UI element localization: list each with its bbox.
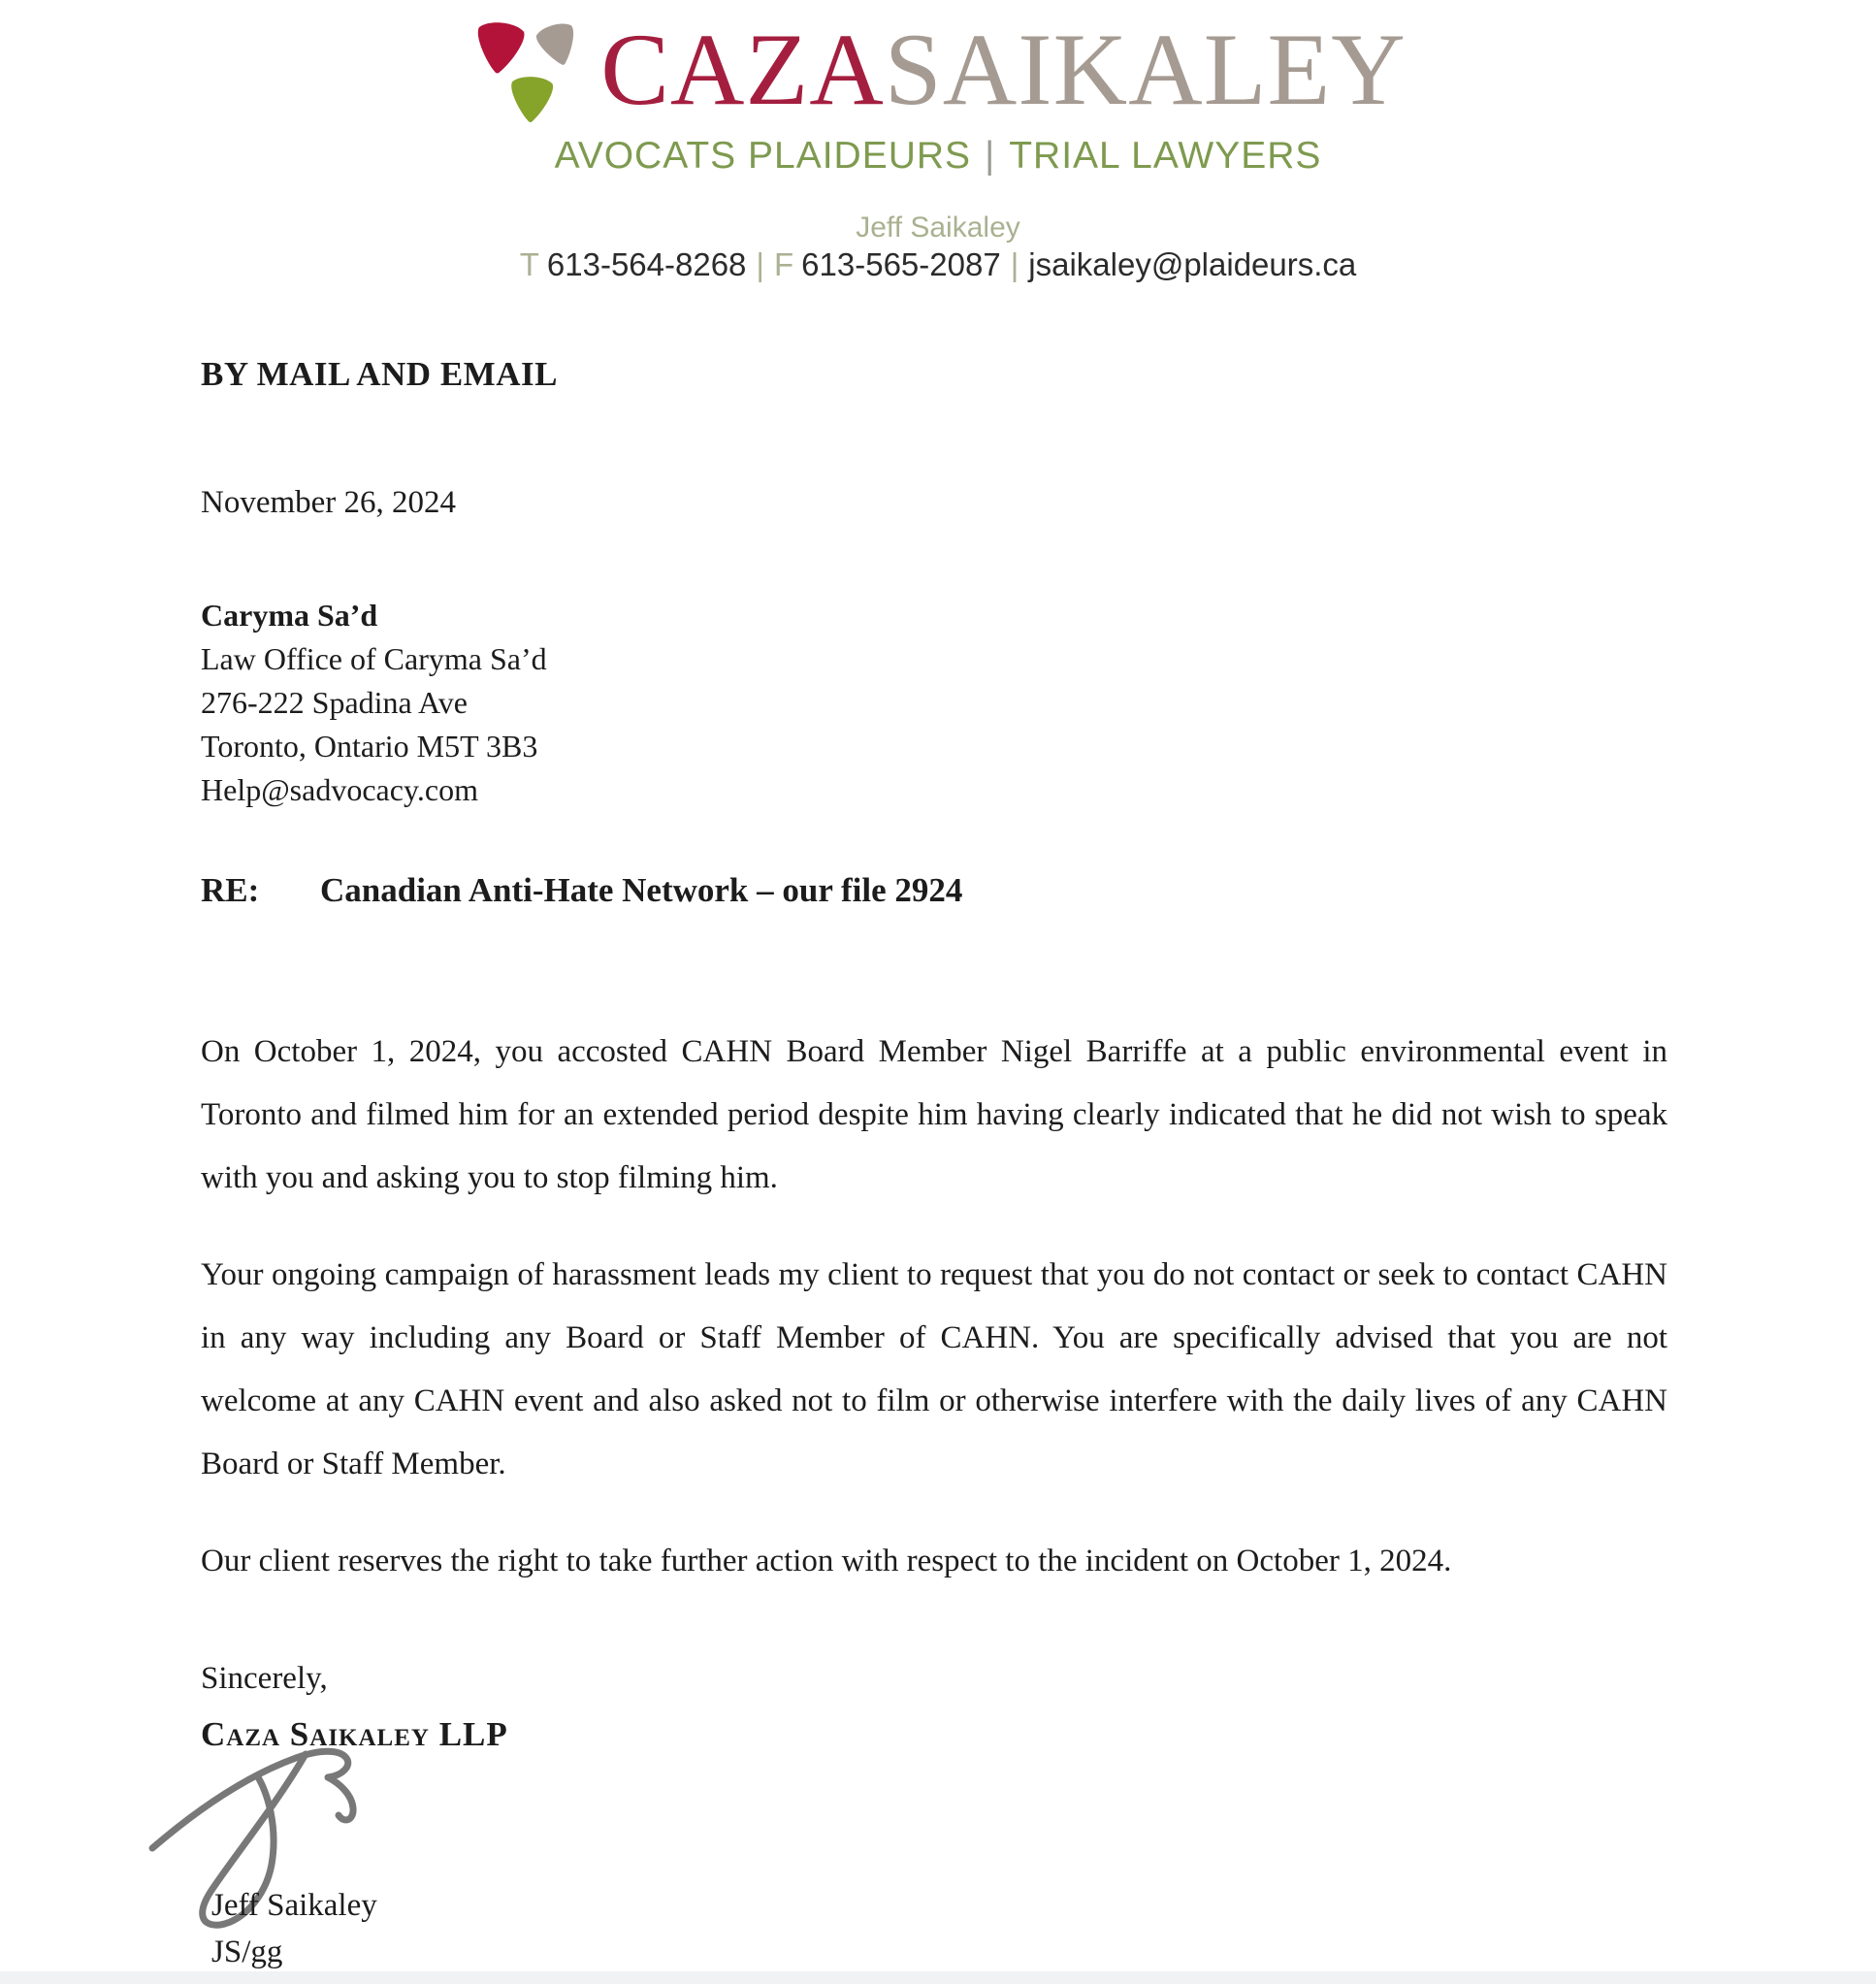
- recipient-name: Caryma Sa’d: [201, 598, 378, 633]
- reference-initials: JS/gg: [211, 1935, 283, 1969]
- page-bottom-edge: [0, 1971, 1876, 1984]
- phone-label: T: [519, 246, 539, 282]
- re-line: [201, 871, 962, 910]
- firm-name-caza: CAZA: [600, 13, 885, 126]
- tagline-french: AVOCATS PLAIDEURS: [554, 135, 972, 177]
- recipient-address-line: 276-222 Spadina Ave: [201, 685, 468, 720]
- re-label: RE:: [201, 871, 260, 909]
- logo-petal-green: [510, 76, 554, 123]
- body-paragraph: Our client reserves the right to take further action with respect to the incident on October 1, 2024.: [201, 1544, 1452, 1578]
- firm-name-saikaley: SAIKALEY: [884, 13, 1407, 126]
- body-paragraph: On October 1, 2024, you accosted CAHN Board Member Nigel Barriffe at a public environmental event in Toronto and filmed him for an extended period despite him having clearly indicated that he did not wish to speak with you and asking you to stop filming him.: [201, 1034, 1667, 1195]
- firm-logo-icon: [469, 19, 581, 132]
- separator: |: [1010, 246, 1019, 282]
- delivery-method: BY MAIL AND EMAIL: [201, 355, 558, 393]
- separator: |: [756, 246, 764, 282]
- tagline-separator: |: [985, 135, 996, 177]
- letter-date: November 26, 2024: [201, 485, 457, 520]
- firm-signature-line: Caza Saikaley LLP: [201, 1715, 508, 1753]
- recipient-address-line: Toronto, Ontario M5T 3B3: [201, 729, 538, 764]
- email-address: jsaikaley@plaideurs.ca: [1028, 246, 1357, 282]
- signer-name: Jeff Saikaley: [211, 1888, 377, 1923]
- firm-wordmark: [600, 13, 1407, 126]
- valediction: Sincerely,: [201, 1661, 328, 1696]
- contact-line: [0, 246, 1876, 283]
- recipient-address-line: Law Office of Caryma Sa’d: [201, 641, 547, 676]
- phone-number: 613-564-8268: [546, 246, 747, 282]
- firm-logo: [0, 13, 1876, 132]
- firm-tagline: [0, 134, 1876, 179]
- recipient-address-block: [201, 594, 547, 812]
- fax-label: F: [774, 246, 794, 282]
- re-subject: Canadian Anti-Hate Network – our file 2924: [320, 871, 963, 909]
- letter-body: [201, 1021, 1667, 1627]
- recipient-email: Help@sadvocacy.com: [201, 772, 478, 807]
- logo-petal-red: [474, 20, 526, 76]
- logo-petal-gray: [534, 20, 581, 70]
- tagline-english: TRIAL LAWYERS: [1009, 135, 1322, 177]
- lawyer-name: Jeff Saikaley: [856, 211, 1020, 244]
- fax-number: 613-565-2087: [801, 246, 1001, 282]
- body-paragraph: Your ongoing campaign of harassment leads my client to request that you do not contact or seek to contact CAHN in any way including any Board or Staff Member of CAHN. You are specifically advised that you are not welcome at any CAHN event and also asked not to film or otherwise interfere with the daily lives of any CAHN Board or Staff Member.: [201, 1257, 1667, 1481]
